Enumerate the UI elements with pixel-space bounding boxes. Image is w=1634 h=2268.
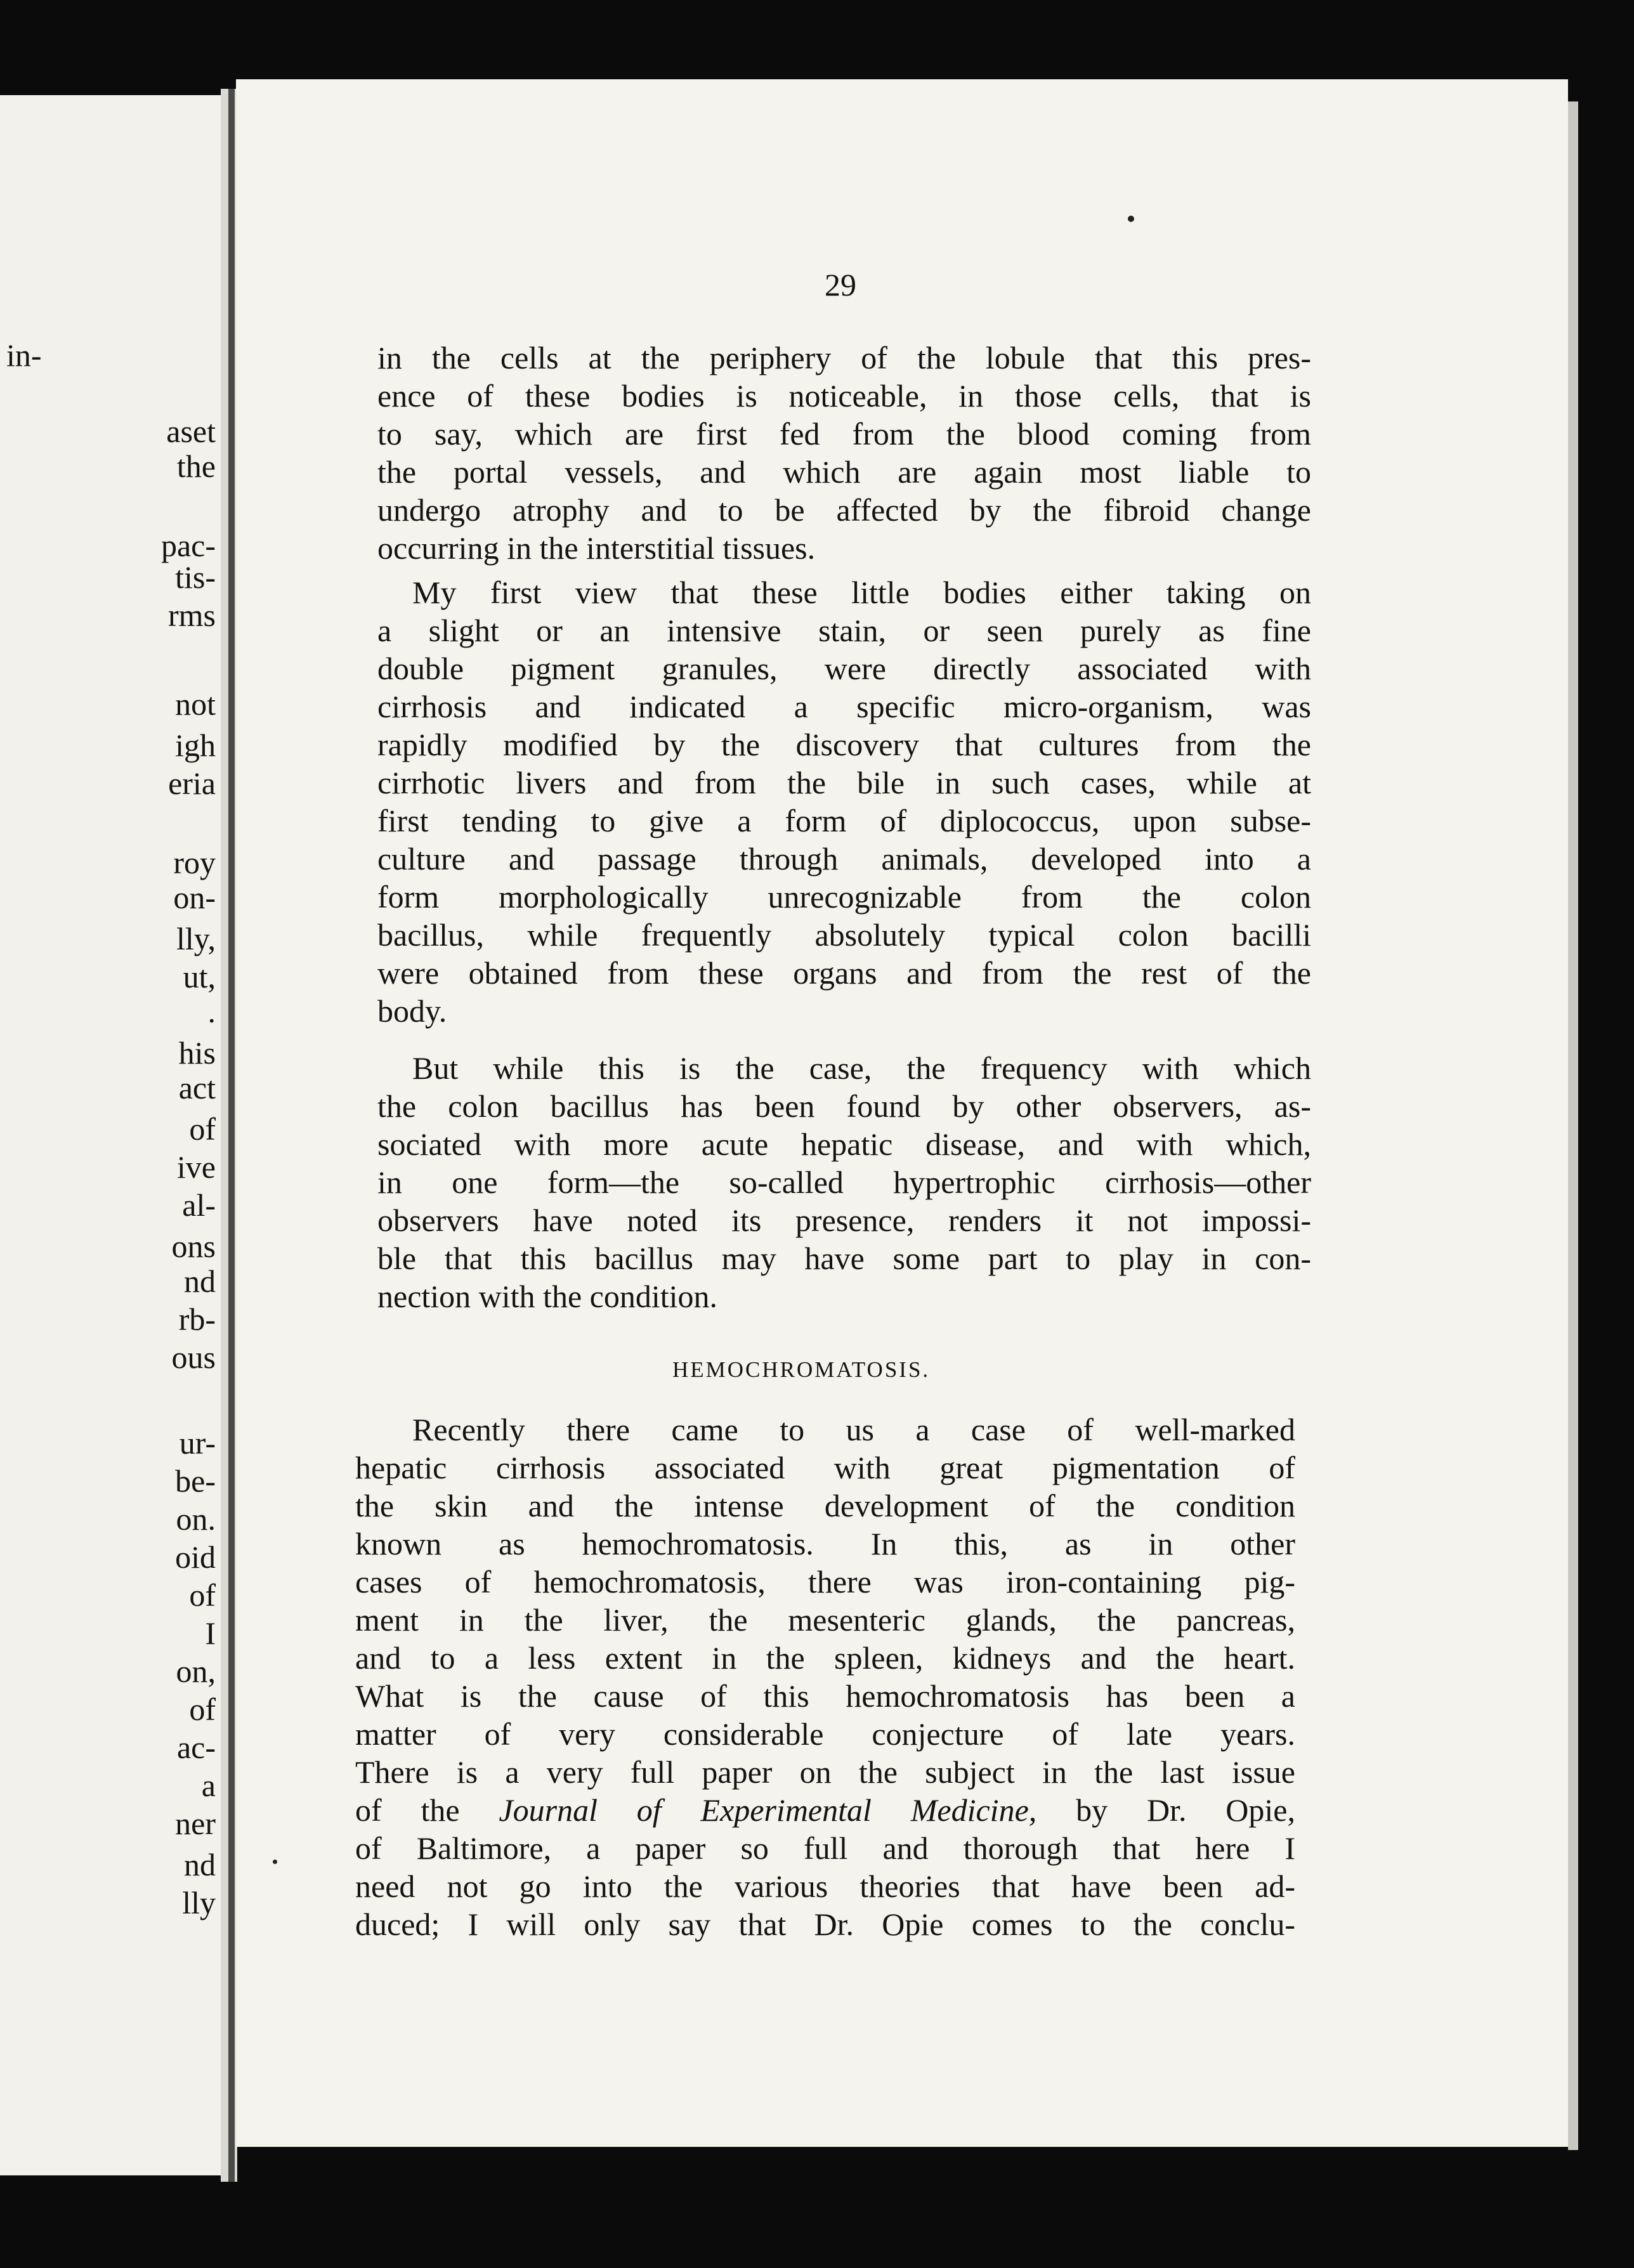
margin-fragment: of <box>189 1111 216 1147</box>
text-line: There is a very full paper on the subject in the last issue <box>355 1754 1295 1790</box>
margin-fragment: a <box>201 1768 216 1803</box>
margin-fragment: on, <box>176 1653 216 1689</box>
margin-fragment: in- <box>6 337 42 373</box>
text-line: What is the cause of this hemochromatosis has been a <box>355 1678 1295 1714</box>
margin-fragment: of <box>189 1577 216 1613</box>
margin-fragment: ive <box>176 1149 216 1185</box>
margin-fragment: nd <box>184 1263 216 1299</box>
margin-fragment: be- <box>175 1463 216 1499</box>
margin-fragment: rb- <box>178 1301 216 1337</box>
text-line: nection with the condition. <box>377 1279 718 1314</box>
text-fragment: by Dr. Opie, <box>1036 1792 1295 1828</box>
text-line: in one form—the so-called hypertrophic cirrhosis—other <box>377 1164 1311 1200</box>
margin-fragment: ons <box>171 1228 216 1264</box>
text-line: cirrhosis and indicated a specific micro-organism, was <box>377 689 1311 724</box>
margin-fragment: on- <box>173 880 216 915</box>
margin-fragment: the <box>176 448 216 484</box>
text-line: the portal vessels, and which are again most liable to <box>377 454 1311 490</box>
text-line: observers have noted its presence, renders it not impossi- <box>377 1202 1311 1238</box>
text-line: cases of hemochromatosis, there was iron-containing pig- <box>355 1564 1295 1600</box>
margin-fragment: aset <box>166 414 216 449</box>
text-line: sociated with more acute hepatic disease, and with which, <box>377 1126 1311 1162</box>
text-line: ble that this bacillus may have some part to play in con- <box>377 1241 1311 1276</box>
text-line: occurring in the interstitial tissues. <box>377 530 816 566</box>
text-line: need not go into the various theories that have been ad- <box>355 1868 1295 1904</box>
text-line: double pigment granules, were directly associated with <box>377 651 1311 686</box>
text-fragment: of the <box>355 1792 499 1828</box>
ink-speck <box>1128 216 1134 222</box>
margin-fragment: on. <box>176 1501 216 1537</box>
book-gutter <box>228 89 235 2182</box>
text-line: culture and passage through animals, developed into a <box>377 841 1311 877</box>
margin-fragment: act <box>178 1070 216 1105</box>
margin-fragment: ur- <box>179 1425 216 1461</box>
margin-fragment: of <box>189 1691 216 1727</box>
margin-fragment: not <box>175 686 216 722</box>
text-line: hepatic cirrhosis associated with great pigmentation of <box>355 1450 1295 1485</box>
text-line: the colon bacillus has been found by other observers, as- <box>377 1088 1311 1124</box>
journal-title: Journal of Experimental Medicine, <box>499 1792 1037 1828</box>
margin-fragment: tis- <box>175 559 216 595</box>
text-line-journal <box>355 1792 1295 1828</box>
margin-fragment: ut, <box>183 959 216 994</box>
ink-speck <box>273 1860 277 1864</box>
margin-fragment: . <box>207 994 216 1029</box>
margin-fragment: oid <box>175 1539 216 1575</box>
section-heading: HEMOCHROMATOSIS. <box>672 1357 931 1382</box>
margin-fragment: eria <box>168 766 216 801</box>
text-line: matter of very considerable conjecture of late years. <box>355 1716 1295 1752</box>
text-line: known as hemochromatosis. In this, as in other <box>355 1526 1295 1561</box>
text-line: were obtained from these organs and from the rest of the <box>377 955 1311 991</box>
page-number: 29 <box>825 267 856 303</box>
margin-fragment: al- <box>182 1187 216 1223</box>
text-line: ment in the liver, the mesenteric glands, the pancreas, <box>355 1602 1295 1638</box>
text-line: undergo atrophy and to be affected by the fibroid change <box>377 492 1311 528</box>
margin-fragment: ac- <box>176 1730 216 1765</box>
page-edge-shadow <box>1568 101 1578 2150</box>
text-line: Recently there came to us a case of well-marked <box>412 1412 1295 1447</box>
text-line: the skin and the intense development of the condition <box>355 1488 1295 1523</box>
text-line: form morphologically unrecognizable from the colon <box>377 879 1311 915</box>
margin-fragment: lly <box>182 1885 216 1920</box>
text-line: rapidly modified by the discovery that cultures from the <box>377 727 1311 762</box>
text-line: in the cells at the periphery of the lobule that this pres- <box>377 340 1311 375</box>
text-line: first tending to give a form of diplococcus, upon subse- <box>377 803 1311 838</box>
margin-fragment: ner <box>175 1806 216 1841</box>
text-line: My first view that these little bodies either taking on <box>412 575 1311 610</box>
margin-fragment: I <box>205 1615 216 1651</box>
margin-fragment: pac- <box>160 528 216 563</box>
text-line: cirrhotic livers and from the bile in such cases, while at <box>377 765 1311 800</box>
margin-fragment: nd <box>184 1847 216 1882</box>
text-line: body. <box>377 993 447 1029</box>
text-line: But while this is the case, the frequency with which <box>412 1050 1311 1086</box>
left-page <box>0 95 221 2175</box>
margin-fragment: his <box>178 1035 216 1071</box>
text-line: a slight or an intensive stain, or seen purely as fine <box>377 613 1311 648</box>
margin-fragment: lly, <box>176 921 216 956</box>
text-line: to say, which are first fed from the blood coming from <box>377 416 1311 452</box>
text-line: of Baltimore, a paper so full and thorough that here I <box>355 1830 1295 1866</box>
text-line: bacillus, while frequently absolutely typical colon bacilli <box>377 917 1311 953</box>
margin-fragment: rms <box>168 597 216 633</box>
margin-fragment: igh <box>175 727 216 763</box>
text-line: duced; I will only say that Dr. Opie comes to the conclu- <box>355 1906 1295 1942</box>
margin-fragment: ous <box>171 1339 216 1375</box>
text-line: ence of these bodies is noticeable, in those cells, that is <box>377 378 1311 414</box>
text-line: and to a less extent in the spleen, kidneys and the heart. <box>355 1640 1295 1676</box>
margin-fragment: roy <box>173 845 216 880</box>
